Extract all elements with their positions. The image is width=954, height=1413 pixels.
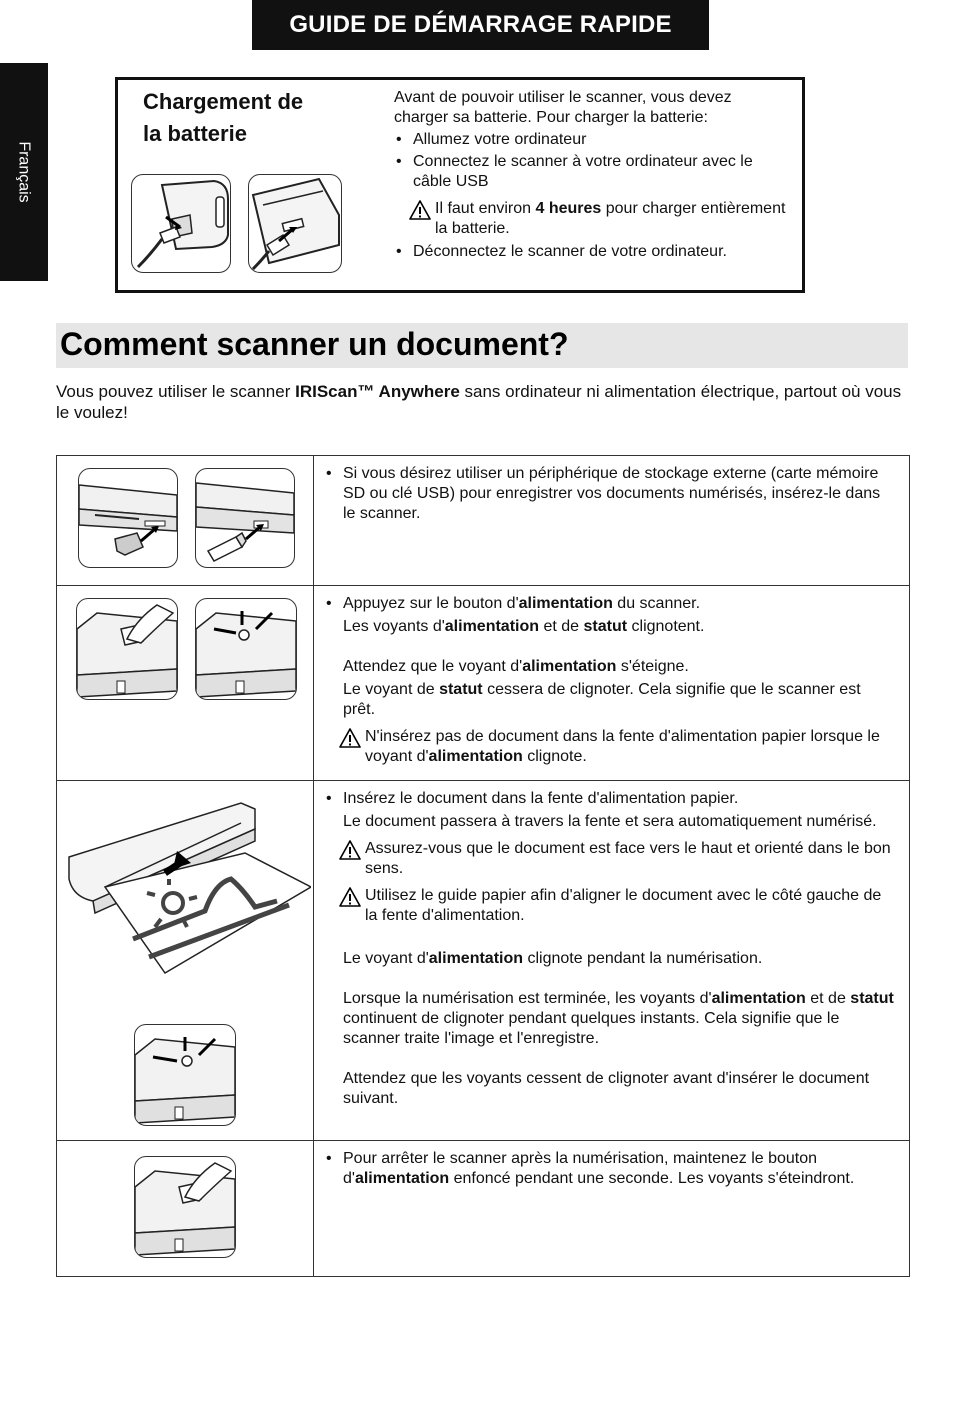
step-2-images bbox=[57, 586, 314, 781]
warning-icon bbox=[339, 840, 361, 860]
step-4-images bbox=[57, 1141, 314, 1277]
step-3-images bbox=[57, 781, 314, 1141]
step-row-power-on bbox=[57, 586, 910, 781]
steps-table bbox=[56, 455, 910, 1277]
sd-card-insert-illustration bbox=[78, 468, 178, 568]
hold-power-button-illustration bbox=[134, 1156, 236, 1258]
step-row-power-off bbox=[57, 1141, 910, 1277]
usb-key-insert-illustration bbox=[195, 468, 295, 568]
step-1-instruction: • Si vous désirez utiliser un périphérique de stockage externe (carte mémoire SD ou clé USB) pour enregistrer vos documents numérisés, insérez-le dans le scanner. bbox=[324, 464, 895, 524]
warning-icon bbox=[409, 200, 431, 220]
step-2-lights-blink: Les voyants d'alimentation et de statut clignotent. bbox=[343, 618, 705, 635]
step-1-images bbox=[57, 456, 314, 586]
battery-intro: Avant de pouvoir utiliser le scanner, vous devez charger sa batterie. Pour charger la batterie: bbox=[394, 89, 732, 126]
section-heading bbox=[56, 323, 908, 368]
step-row-insert-document bbox=[57, 781, 910, 1141]
step-4-text bbox=[314, 1141, 910, 1277]
battery-warning: Il faut environ 4 heures pour charger entièrement la batterie. bbox=[394, 199, 789, 239]
battery-instructions bbox=[394, 88, 789, 262]
usb-cable-scanner-illustration bbox=[131, 174, 231, 273]
step-2-text bbox=[314, 586, 910, 781]
language-tab bbox=[0, 63, 48, 281]
status-lights-illustration bbox=[134, 1024, 236, 1126]
power-lights-blinking-illustration bbox=[195, 598, 297, 700]
section-title: Comment scanner un document? bbox=[60, 326, 569, 362]
warning-icon bbox=[339, 728, 361, 748]
step-3-wait-next: Attendez que les voyants cessent de clignoter avant d'insérer le document suivant. bbox=[343, 1070, 870, 1107]
step-3-warning-orientation: Assurez-vous que le document est face vers le haut et orienté dans le bon sens. bbox=[324, 839, 895, 879]
step-4-instruction: • Pour arrêter le scanner après la numérisation, maintenez le bouton d'alimentation enfoncé pendant une seconde. Les voyants s'éteindront. bbox=[324, 1149, 895, 1189]
step-3-warning-guide: Utilisez le guide papier afin d'aligner le document avec le côté gauche de la fente d'alimentation. bbox=[324, 886, 895, 926]
step-row-storage bbox=[57, 456, 910, 586]
language-tab-label: Français bbox=[16, 141, 34, 203]
battery-step-3: • Déconnectez le scanner de votre ordinateur. bbox=[394, 242, 789, 262]
step-3-pass-through: Le document passera à travers la fente et sera automatiquement numérisé. bbox=[343, 813, 877, 830]
product-name: IRIScan™ Anywhere bbox=[295, 382, 460, 401]
step-3-scan-finished: Lorsque la numérisation est terminée, les voyants d'alimentation et de statut continuent de clignoter pendant quelques instants. Cela signifie que le scanner traite l'image et l'enregistre. bbox=[343, 990, 894, 1047]
battery-charging-box bbox=[115, 77, 805, 293]
insert-document-illustration bbox=[65, 799, 311, 979]
step-2-wait-power: Attendez que le voyant d'alimentation s'éteigne. bbox=[343, 658, 689, 675]
step-2-instruction: • Appuyez sur le bouton d'alimentation du scanner. bbox=[324, 594, 895, 614]
step-2-status-ready: Le voyant de statut cessera de clignoter. Cela signifie que le scanner est prêt. bbox=[343, 681, 861, 718]
step-1-text bbox=[314, 456, 910, 586]
battery-title: Chargement de la batterie bbox=[143, 89, 304, 146]
page-header-banner bbox=[252, 0, 709, 50]
step-3-power-blinks: Le voyant d'alimentation clignote pendant la numérisation. bbox=[343, 950, 763, 967]
step-2-warning: N'insérez pas de document dans la fente d'alimentation papier lorsque le voyant d'alimentation clignote. bbox=[324, 727, 895, 767]
press-power-button-illustration bbox=[76, 598, 178, 700]
step-3-text bbox=[314, 781, 910, 1141]
battery-step-2: • Connectez le scanner à votre ordinateur avec le câble USB bbox=[394, 152, 789, 192]
intro-paragraph: Vous pouvez utiliser le scanner IRIScan™ Anywhere sans ordinateur ni alimentation électrique, partout où vous le voulez! bbox=[56, 382, 902, 422]
warning-icon bbox=[339, 887, 361, 907]
battery-step-1: • Allumez votre ordinateur bbox=[394, 130, 789, 150]
page-header-title: GUIDE DE DÉMARRAGE RAPIDE bbox=[289, 11, 672, 38]
step-3-instruction: • Insérez le document dans la fente d'alimentation papier. bbox=[324, 789, 895, 809]
usb-cable-computer-illustration bbox=[248, 174, 342, 273]
